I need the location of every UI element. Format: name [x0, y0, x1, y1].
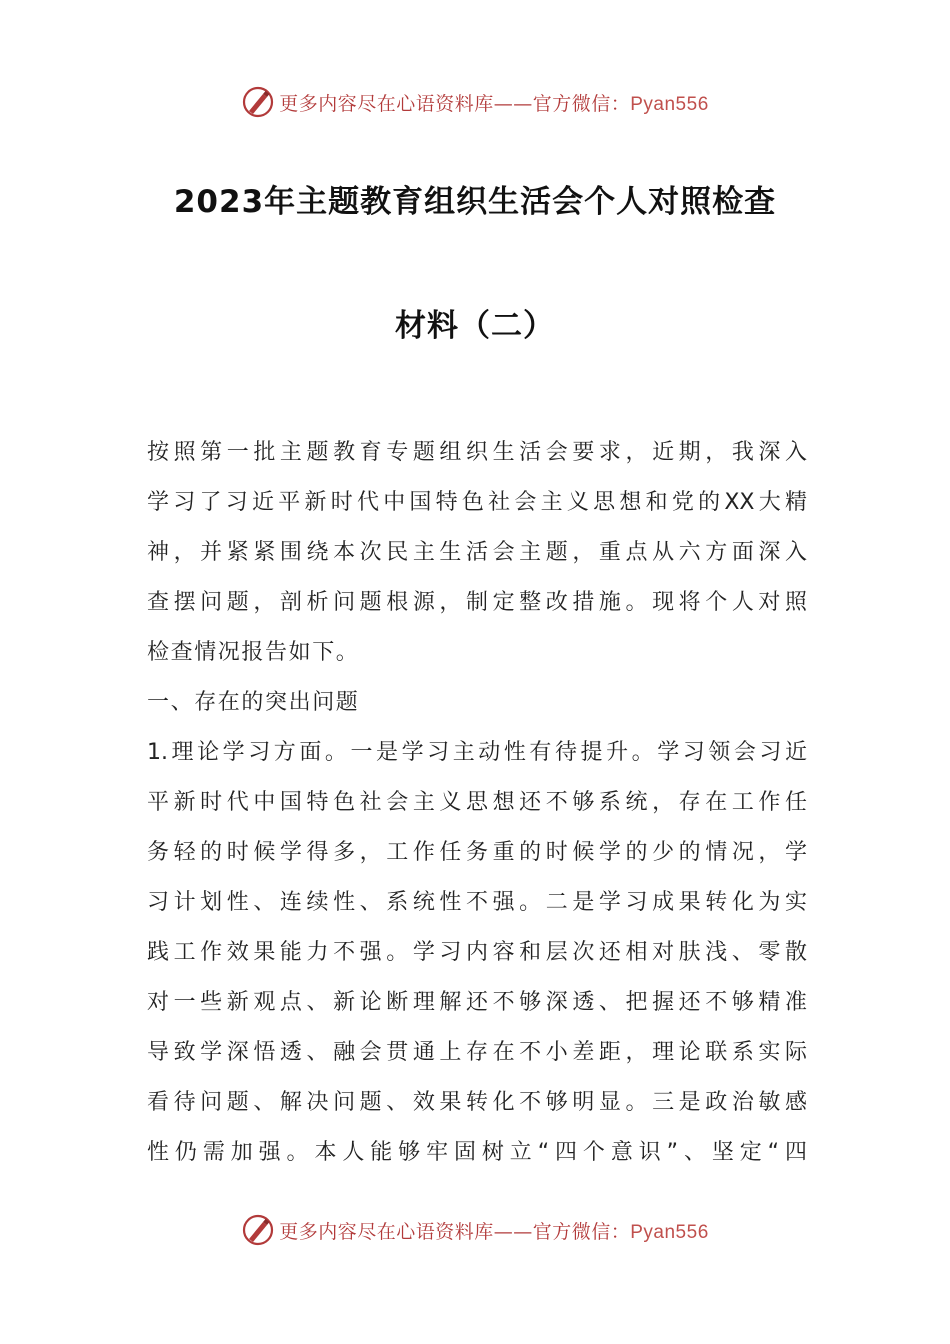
- document-title-line-2: 材料（二）: [395, 308, 555, 344]
- watermark-dash: ——: [493, 92, 533, 115]
- body-line: 1.理论学习方面。一是学习主动性有待提升。学习领会习近: [147, 740, 807, 765]
- watermark-banner-top: [0, 82, 950, 122]
- body-line: 查摆问题，剖析问题根源，制定整改措施。现将个人对照: [147, 590, 807, 615]
- body-line: 性仍需加强。本人能够牢固树立“四个意识”、坚定“四: [147, 1140, 807, 1165]
- body-line: 习计划性、连续性、系统性不强。二是学习成果转化为实: [147, 890, 807, 915]
- document-title-line-1: 2023年主题教育组织生活会个人对照检查: [173, 184, 777, 220]
- body-line: 学习了习近平新时代中国特色社会主义思想和党的XX大精: [147, 490, 807, 515]
- pen-circle-logo-icon: [241, 85, 275, 119]
- body-line: 务轻的时候学得多，工作任务重的时候学的少的情况，学: [147, 840, 807, 865]
- watermark-text: [279, 1217, 709, 1244]
- watermark-text: [279, 89, 709, 116]
- watermark-brand: 更多内容尽在心语资料库: [279, 92, 494, 115]
- section-heading: 一、存在的突出问题: [147, 690, 360, 715]
- body-line: 平新时代中国特色社会主义思想还不够系统，存在工作任: [147, 790, 807, 815]
- watermark-banner-bottom: [0, 1210, 950, 1250]
- document-body: [147, 428, 807, 1178]
- body-line: 践工作效果能力不强。学习内容和层次还相对肤浅、零散: [147, 940, 807, 965]
- body-line: 看待问题、解决问题、效果转化不够明显。三是政治敏感: [147, 1090, 807, 1115]
- watermark-brand: 更多内容尽在心语资料库: [279, 1220, 494, 1243]
- body-line: 神，并紧紧围绕本次民主生活会主题，重点从六方面深入: [147, 540, 807, 565]
- body-line: 导致学深悟透、融会贯通上存在不小差距，理论联系实际: [147, 1040, 807, 1065]
- watermark-wechat-label: 官方微信：: [532, 92, 631, 115]
- body-line: 检查情况报告如下。: [147, 640, 360, 665]
- body-line: 对一些新观点、新论断理解还不够深透、把握还不够精准: [147, 990, 807, 1015]
- pen-circle-logo-icon: [241, 1213, 275, 1247]
- watermark-dash: ——: [493, 1220, 533, 1243]
- watermark-wechat-label: 官方微信：: [532, 1220, 631, 1243]
- body-line: 按照第一批主题教育专题组织生活会要求，近期，我深入: [147, 440, 807, 465]
- watermark-wechat-id: Pyan556: [630, 1221, 709, 1243]
- watermark-wechat-id: Pyan556: [630, 93, 709, 115]
